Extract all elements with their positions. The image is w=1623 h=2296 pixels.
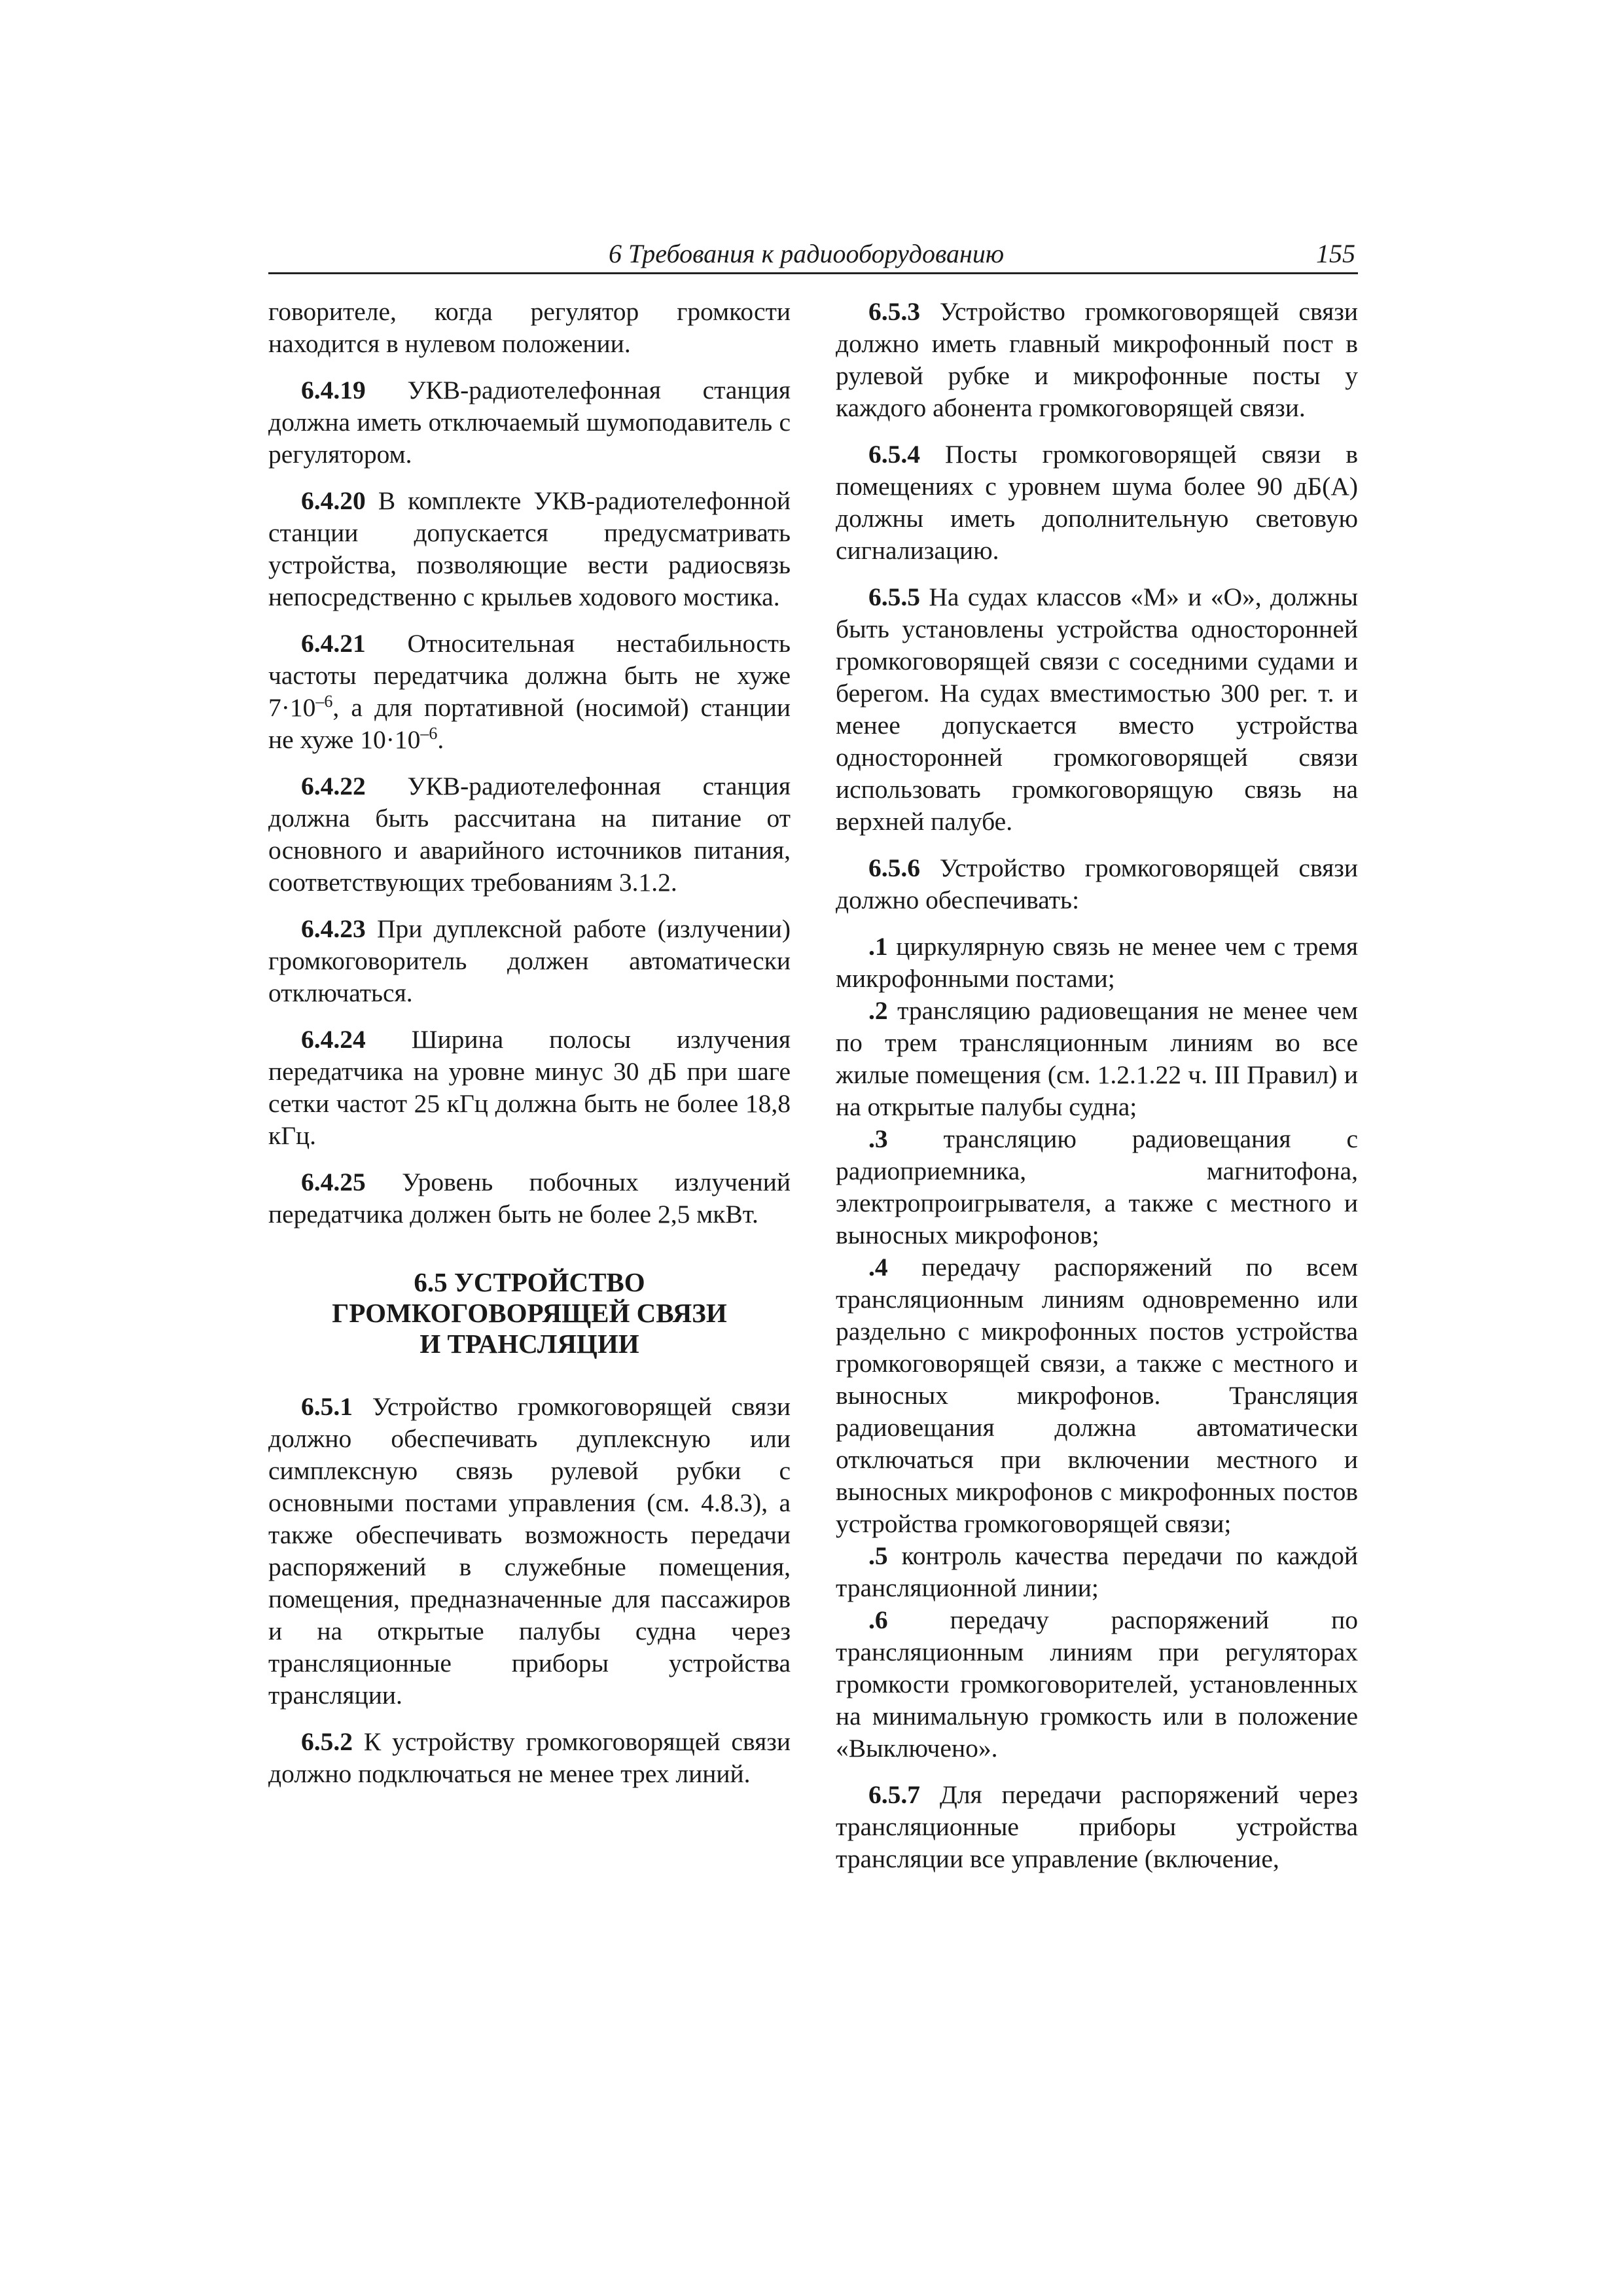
heading-line: 6.5 УСТРОЙСТВО — [414, 1267, 645, 1297]
list-item — [836, 931, 1358, 995]
superscript: –6 — [315, 691, 333, 711]
item-text: циркулярную связь не менее чем с тремя микрофонными постами; — [836, 932, 1358, 993]
clause-text: К устройству громкоговорящей связи должно подключаться не менее трех линий. — [268, 1727, 791, 1788]
item-number: .4 — [868, 1253, 888, 1282]
clause-6-5-6 — [836, 852, 1358, 916]
clause-6-5-1 — [268, 1391, 791, 1712]
clause-number: 6.4.21 — [301, 629, 366, 658]
list-item — [836, 1123, 1358, 1251]
clause-text: УКВ-радиотелефонная станция должна быть рассчитана на питание от основного и аварийного источников питания, соответствующих требованиям 3.1.2. — [268, 772, 791, 897]
right-column — [836, 296, 1358, 1890]
clause-text: Относительная нестабильность частоты передатчика должна быть не хуже 7·10 — [268, 629, 791, 722]
clause-text: Посты громкоговорящей связи в помещениях с уровнем шума более 90 дБ(А) должны иметь дополнительную световую сигнализацию. — [836, 440, 1358, 565]
paragraph-continuation — [268, 296, 791, 360]
running-header — [268, 238, 1358, 274]
clause-6-4-23 — [268, 913, 791, 1009]
clause-6-4-21 — [268, 628, 791, 756]
clause-text: Ширина полосы излучения передатчика на уровне минус 30 дБ при шаге сетки частот 25 кГц должна быть не более 18,8 кГц. — [268, 1025, 791, 1150]
clause-number: 6.5.1 — [301, 1392, 353, 1421]
clause-6-5-2 — [268, 1726, 791, 1790]
item-text: трансляцию радиовещания с радиоприемника, магнитофона, электропроигрывателя, а также с местного и выносных микрофонов; — [836, 1124, 1358, 1249]
clause-text: Для передачи распоряжений через трансляционные приборы устройства трансляции все управление (включение, — [836, 1780, 1358, 1873]
item-number: .1 — [868, 932, 888, 961]
running-title: 6 Требования к радиооборудованию — [609, 239, 1005, 268]
item-text: передачу распоряжений по трансляционным линиям при регуляторах громкости громкоговорителей, установленных на минимальную громкость или в положение «Выключено». — [836, 1605, 1358, 1763]
list-item — [836, 995, 1358, 1123]
clause-number: 6.5.5 — [868, 583, 920, 611]
item-number: .5 — [868, 1541, 888, 1570]
clause-text: , а для портативной (носимой) станции не хуже 10·10 — [268, 693, 791, 754]
clause-6-4-20 — [268, 485, 791, 613]
superscript: –6 — [420, 723, 438, 743]
item-text: передачу распоряжений по всем трансляционным линиям одновременно или раздельно с микрофонных постов устройства громкоговорящей связи, а также с местного и выносных микрофонов. Трансляция радиовещания должна автоматически отключаться при включении местного и выносных микрофонов с микрофонных постов устройства громкоговорящей связи; — [836, 1253, 1358, 1538]
clause-number: 6.5.4 — [868, 440, 920, 469]
clause-number: 6.4.23 — [301, 914, 366, 943]
clause-text: Устройство громкоговорящей связи должно иметь главный микрофонный пост в рулевой рубке и микрофонные посты у каждого абонента громкоговорящей связи. — [836, 297, 1358, 422]
left-column — [268, 296, 791, 1804]
clause-text: Устройство громкоговорящей связи должно обеспечивать: — [836, 853, 1358, 914]
clause-text: В комплекте УКВ-радиотелефонной станции допускается предусматривать устройства, позволяющие вести радиосвязь непосредственно с крыльев ходового мостика. — [268, 486, 791, 611]
clause-text: . — [437, 725, 444, 754]
clause-text: Уровень побочных излучений передатчика должен быть не более 2,5 мкВт. — [268, 1168, 791, 1229]
clause-6-5-4 — [836, 439, 1358, 567]
clause-6-5-3 — [836, 296, 1358, 424]
clause-number: 6.4.19 — [301, 376, 366, 404]
item-number: .6 — [868, 1605, 888, 1634]
heading-line: И ТРАНСЛЯЦИИ — [419, 1329, 639, 1359]
clause-text: При дуплексной работе (излучении) громкоговоритель должен автоматически отключаться. — [268, 914, 791, 1007]
clause-number: 6.5.6 — [868, 853, 920, 882]
item-number: .3 — [868, 1124, 888, 1153]
clause-6-4-24 — [268, 1024, 791, 1152]
paragraph-text: говорителе, когда регулятор громкости находится в нулевом положении. — [268, 297, 791, 358]
clause-number: 6.4.20 — [301, 486, 366, 515]
section-heading — [268, 1267, 791, 1359]
list-item — [836, 1540, 1358, 1604]
clause-text: На судах классов «М» и «О», должны быть установлены устройства односторонней громкоговорящей связи с соседними судами и берегом. На судах вместимостью 300 рег. т. и менее допускается вместо устройства односторонней громкоговорящей связи использовать громкоговорящую связь на верхней палубе. — [836, 583, 1358, 836]
page-number: 155 — [1316, 239, 1355, 268]
clause-number: 6.5.2 — [301, 1727, 353, 1756]
clause-6-4-19 — [268, 374, 791, 471]
clause-text: УКВ-радиотелефонная станция должна иметь отключаемый шумоподавитель с регулятором. — [268, 376, 791, 469]
heading-line: ГРОМКОГОВОРЯЩЕЙ СВЯЗИ — [332, 1298, 727, 1328]
clause-number: 6.4.25 — [301, 1168, 366, 1196]
clause-6-5-7 — [836, 1779, 1358, 1875]
clause-6-4-22 — [268, 770, 791, 899]
clause-number: 6.4.22 — [301, 772, 366, 800]
item-text: контроль качества передачи по каждой трансляционной линии; — [836, 1541, 1358, 1602]
clause-number: 6.5.3 — [868, 297, 920, 326]
list-item — [836, 1604, 1358, 1765]
clause-6-5-5 — [836, 581, 1358, 838]
clause-number: 6.5.7 — [868, 1780, 920, 1809]
item-number: .2 — [868, 996, 888, 1025]
list-item — [836, 1251, 1358, 1540]
clause-6-4-25 — [268, 1166, 791, 1230]
clause-text: Устройство громкоговорящей связи должно обеспечивать дуплексную или симплексную связь рулевой рубки с основными постами управления (см. 4.8.3), а также обеспечивать возможность передачи распоряжений в служебные помещения, помещения, предназначенные для пассажиров и на открытые палубы судна через трансляционные приборы устройства трансляции. — [268, 1392, 791, 1710]
clause-number: 6.4.24 — [301, 1025, 366, 1054]
item-text: трансляцию радиовещания не менее чем по трем трансляционным линиям во все жилые помещения (см. 1.2.1.22 ч. III Правил) и на открытые палубы судна; — [836, 996, 1358, 1121]
